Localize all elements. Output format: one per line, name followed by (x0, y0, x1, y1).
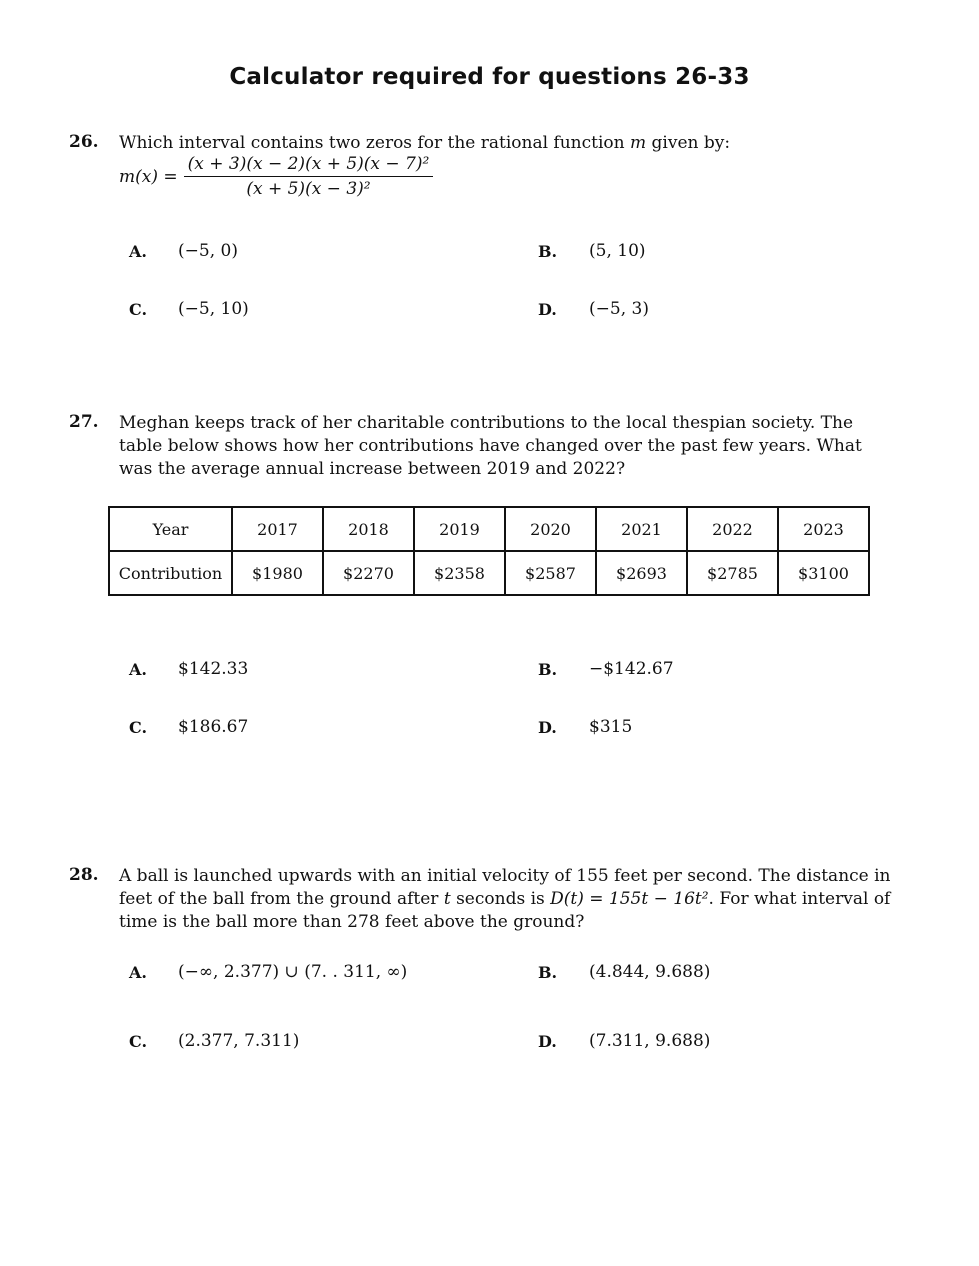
table-header-year: Year (109, 507, 232, 551)
question-26-number: 26. (69, 132, 99, 152)
table-cell-amount: $2358 (414, 551, 505, 595)
question-26-function (119, 154, 433, 199)
q28-option-a-letter[interactable]: A. (129, 963, 147, 982)
q26-option-b-letter[interactable]: B. (538, 242, 558, 261)
rational-fraction (184, 154, 434, 199)
q28-option-b-text[interactable]: (4.844, 9.688) (589, 962, 711, 982)
q27-option-a-text[interactable]: $142.33 (178, 659, 249, 679)
table-cell-year: 2023 (778, 507, 869, 551)
table-cell-year: 2022 (687, 507, 778, 551)
q27-option-a-letter[interactable]: A. (129, 660, 147, 679)
table-cell-amount: $2785 (687, 551, 778, 595)
fraction-numerator: (x + 3)(x − 2)(x + 5)(x − 7)² (184, 154, 434, 177)
table-cell-year: 2021 (596, 507, 687, 551)
q27-option-d-text[interactable]: $315 (589, 717, 633, 737)
question-28-prompt-a: A ball is launched upwards with an initial velocity of 155 feet per second. The distance in feet of the ball from the ground after (119, 866, 891, 909)
fraction-denominator: (x + 5)(x − 3)² (246, 179, 371, 199)
table-cell-year: 2018 (323, 507, 414, 551)
q26-option-d-letter[interactable]: D. (538, 300, 557, 319)
table-row-contribution (109, 551, 869, 595)
question-28-prompt-b: seconds is (450, 889, 551, 909)
q27-option-b-text[interactable]: −$142.67 (589, 659, 674, 679)
q28-option-c-text[interactable]: (2.377, 7.311) (178, 1031, 300, 1051)
question-28-prompt-var: t (443, 889, 451, 909)
question-26-prompt (119, 132, 909, 155)
q26-option-a-text[interactable]: (−5, 0) (178, 241, 238, 261)
question-26-prompt-end: given by: (646, 133, 731, 153)
function-lhs: m(x) = (119, 166, 178, 187)
table-cell-amount: $2587 (505, 551, 596, 595)
q28-option-c-letter[interactable]: C. (129, 1032, 148, 1051)
table-cell-year: 2017 (232, 507, 323, 551)
question-26-prompt-var: m (630, 133, 647, 153)
contribution-table (108, 506, 870, 596)
table-cell-amount: $2693 (596, 551, 687, 595)
page-title: Calculator required for questions 26-33 (229, 64, 750, 90)
q27-option-d-letter[interactable]: D. (538, 718, 557, 737)
question-26-prompt-start: Which interval contains two zeros for the rational function (119, 133, 630, 153)
table-cell-amount: $1980 (232, 551, 323, 595)
q26-option-d-text[interactable]: (−5, 3) (589, 299, 649, 319)
q26-option-b-text[interactable]: (5, 10) (589, 241, 646, 261)
q28-option-a-text[interactable]: (−∞, 2.377) ∪ (7. . 311, ∞) (178, 962, 408, 982)
q27-option-c-letter[interactable]: C. (129, 718, 148, 737)
q26-option-c-letter[interactable]: C. (129, 300, 148, 319)
q27-option-b-letter[interactable]: B. (538, 660, 558, 679)
question-28-prompt (119, 865, 909, 934)
table-cell-amount: $2270 (323, 551, 414, 595)
question-27-prompt: Meghan keeps track of her charitable contributions to the local thespian society. The table below shows how her contributions have changed over the past few years. What was the average annual increase between 2019 and 2022? (119, 413, 862, 479)
question-28-number: 28. (69, 865, 99, 885)
q28-option-d-letter[interactable]: D. (538, 1032, 557, 1051)
q28-option-d-text[interactable]: (7.311, 9.688) (589, 1031, 711, 1051)
table-cell-year: 2020 (505, 507, 596, 551)
q27-option-c-text[interactable]: $186.67 (178, 717, 249, 737)
question-28-prompt-c: . For what interval of time is the ball more than 278 feet above the ground? (119, 889, 891, 932)
question-27-number: 27. (69, 412, 99, 432)
table-header-contribution: Contribution (109, 551, 232, 595)
question-28-formula: D(t) = 155t − 16t² (550, 889, 709, 909)
q26-option-a-letter[interactable]: A. (129, 242, 147, 261)
table-cell-amount: $3100 (778, 551, 869, 595)
table-row-year (109, 507, 869, 551)
table-cell-year: 2019 (414, 507, 505, 551)
q26-option-c-text[interactable]: (−5, 10) (178, 299, 249, 319)
q28-option-b-letter[interactable]: B. (538, 963, 558, 982)
